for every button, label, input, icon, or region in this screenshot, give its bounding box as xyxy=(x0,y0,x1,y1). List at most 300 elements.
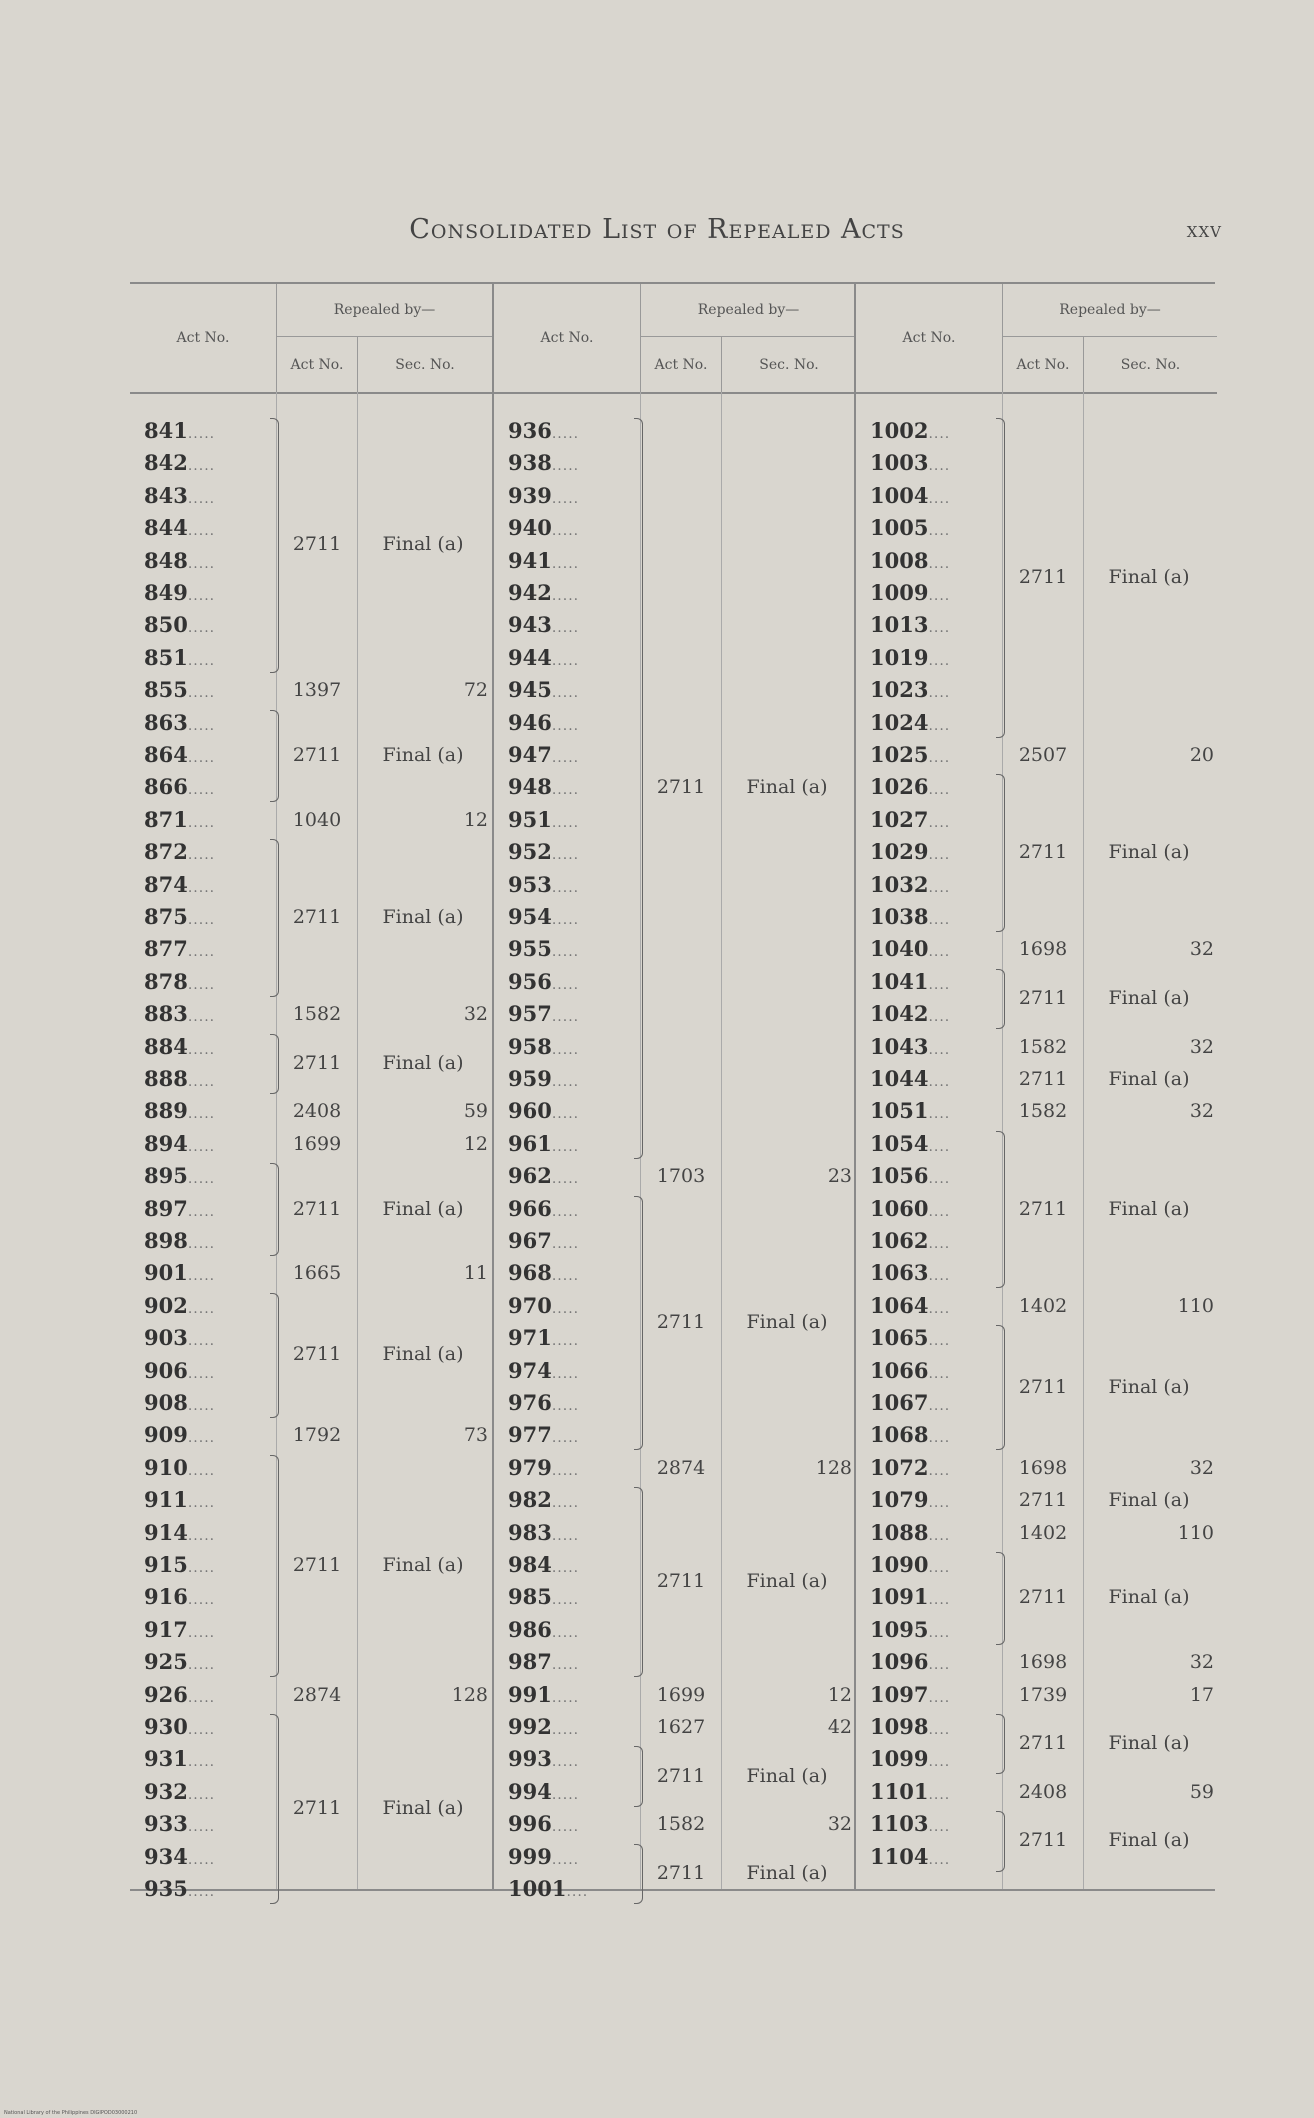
leader-dots: ..... xyxy=(551,1106,580,1123)
leader-dots: .... xyxy=(928,1495,951,1512)
leader-dots: .... xyxy=(928,652,951,669)
act-number xyxy=(508,740,640,770)
leader-dots: ..... xyxy=(551,1041,580,1058)
repealing-section-number: 11 xyxy=(463,1262,488,1285)
act-number-text: 983 xyxy=(508,1519,552,1545)
act-number-text: 901 xyxy=(144,1260,188,1286)
act-number xyxy=(508,1161,640,1191)
act-number-text: 971 xyxy=(508,1325,552,1351)
leader-dots: ..... xyxy=(187,1624,216,1641)
repealing-act-number: 2711 xyxy=(1018,1068,1068,1090)
act-number-text: 977 xyxy=(508,1422,552,1448)
header-act-no: Act No. xyxy=(856,284,1003,392)
act-number-text: 1040 xyxy=(870,936,929,962)
repealing-act-number: 2711 xyxy=(1018,1489,1068,1512)
leader-dots: .... xyxy=(928,685,951,702)
act-number xyxy=(144,1615,276,1645)
repealing-act-number: 2408 xyxy=(1018,1780,1068,1803)
act-number-text: 866 xyxy=(144,774,188,800)
repealing-act-number: 2711 xyxy=(1018,841,1068,864)
leader-dots: ..... xyxy=(187,1009,216,1026)
act-number xyxy=(870,643,1002,673)
act-number xyxy=(870,1323,1002,1353)
leader-dots: ..... xyxy=(551,1462,580,1479)
act-number xyxy=(144,1291,276,1321)
leader-dots: ..... xyxy=(187,1268,216,1285)
repealing-section-number: 32 xyxy=(827,1813,852,1836)
act-number-text: 957 xyxy=(508,1001,552,1027)
act-number-text: 933 xyxy=(144,1811,188,1837)
act-number-text: 1091 xyxy=(870,1584,929,1610)
act-number xyxy=(144,1388,276,1418)
act-number xyxy=(144,1096,276,1126)
act-number xyxy=(144,610,276,640)
leader-dots: ..... xyxy=(187,1754,216,1771)
act-number-text: 984 xyxy=(508,1552,552,1577)
act-number xyxy=(144,1194,276,1224)
repealing-section-number: 110 xyxy=(1177,1521,1214,1544)
leader-dots: ..... xyxy=(187,555,216,572)
repealing-act-number: 2711 xyxy=(656,1311,706,1333)
act-number-text: 855 xyxy=(144,677,188,703)
act-number xyxy=(144,1485,276,1515)
act-number xyxy=(870,837,1002,867)
act-number xyxy=(870,481,1002,511)
act-number xyxy=(508,1194,640,1224)
repealing-section-number: Final (a) xyxy=(1108,565,1190,588)
leader-dots: .... xyxy=(928,1106,951,1123)
header-act-no: Act No. xyxy=(494,284,641,392)
leader-dots: ..... xyxy=(551,1722,580,1738)
repealing-section-number: 20 xyxy=(1189,744,1214,766)
act-number xyxy=(508,902,640,932)
header-repealed-sec-no: Sec. No. xyxy=(759,356,819,373)
leader-dots: ..... xyxy=(187,458,216,475)
act-number-text: 910 xyxy=(144,1454,188,1480)
act-number-text: 956 xyxy=(508,968,552,994)
act-number-text: 1008 xyxy=(870,547,929,573)
leader-dots: ..... xyxy=(187,944,216,961)
leader-dots: .... xyxy=(928,1560,951,1576)
act-number-text: 985 xyxy=(508,1584,552,1610)
leader-dots: ..... xyxy=(551,1592,580,1609)
leader-dots: ..... xyxy=(551,1138,580,1155)
act-number xyxy=(508,1842,640,1872)
repealing-section-number: Final (a) xyxy=(1108,1732,1190,1755)
repealing-act-number: 2711 xyxy=(292,1343,342,1366)
act-number xyxy=(508,1356,640,1386)
act-number xyxy=(508,837,640,867)
leader-dots: ..... xyxy=(551,879,580,896)
act-number xyxy=(870,1291,1002,1321)
repealing-section-number: 128 xyxy=(451,1683,488,1706)
repealing-act-number: 1397 xyxy=(292,679,342,702)
act-number-text: 947 xyxy=(508,742,552,767)
act-number-text: 1002 xyxy=(870,418,929,443)
leader-dots: .... xyxy=(928,944,951,961)
leader-dots: .... xyxy=(928,1041,951,1058)
leader-dots: ..... xyxy=(187,879,216,896)
act-number-text: 938 xyxy=(508,450,552,476)
leader-dots: ..... xyxy=(551,1365,580,1382)
repealing-section-number: Final (a) xyxy=(1108,1829,1190,1852)
act-number xyxy=(144,578,276,608)
act-number-text: 1095 xyxy=(870,1616,929,1642)
act-number-text: 909 xyxy=(144,1422,188,1448)
repealing-section-number: 59 xyxy=(1189,1780,1214,1803)
act-number-text: 970 xyxy=(508,1292,552,1318)
act-number-text: 1072 xyxy=(870,1454,929,1480)
act-number-text: 1097 xyxy=(870,1681,929,1707)
leader-dots: ..... xyxy=(187,1462,216,1479)
leader-dots: ..... xyxy=(187,426,216,442)
leader-dots: .... xyxy=(928,588,951,604)
repealing-section-number: 128 xyxy=(815,1456,852,1479)
header-repealed-act-no: Act No. xyxy=(641,337,722,392)
act-number-text: 979 xyxy=(508,1454,552,1480)
leader-dots: ..... xyxy=(187,1203,216,1220)
table-panel-3 xyxy=(854,284,1217,1889)
leader-dots: .... xyxy=(928,1074,951,1090)
leader-dots: ..... xyxy=(187,685,216,702)
act-number-text: 1104 xyxy=(870,1843,929,1869)
act-number xyxy=(508,1680,640,1710)
act-number-text: 877 xyxy=(144,936,188,962)
leader-dots: ..... xyxy=(551,782,580,799)
leader-dots: ..... xyxy=(187,1171,216,1188)
act-number-text: 1009 xyxy=(870,580,929,605)
repealing-act-number: 2711 xyxy=(1018,1829,1068,1852)
act-number-text: 1065 xyxy=(870,1325,929,1351)
header-act-no: Act No. xyxy=(130,284,277,392)
repealing-section-number: Final (a) xyxy=(382,533,464,556)
act-number-text: 952 xyxy=(508,839,552,865)
repealing-section-number: Final (a) xyxy=(746,1861,828,1884)
act-number-text: 883 xyxy=(144,1001,188,1027)
leader-dots: ..... xyxy=(187,1657,216,1674)
act-number-text: 935 xyxy=(144,1876,188,1901)
repealing-section-number: Final (a) xyxy=(382,744,464,766)
act-number xyxy=(508,1744,640,1774)
header-repealed-sec-no: Sec. No. xyxy=(395,356,455,373)
act-number xyxy=(144,1647,276,1677)
act-number xyxy=(144,1809,276,1839)
act-number-text: 888 xyxy=(144,1066,188,1091)
leader-dots: ..... xyxy=(551,1398,580,1414)
act-number xyxy=(508,610,640,640)
leader-dots: .... xyxy=(928,1462,951,1479)
act-number-text: 1005 xyxy=(870,515,929,541)
act-number-text: 1026 xyxy=(870,774,929,800)
leader-dots: ..... xyxy=(551,1851,580,1868)
act-number xyxy=(870,967,1002,997)
act-number xyxy=(870,1129,1002,1159)
act-number xyxy=(144,546,276,576)
act-number xyxy=(144,870,276,900)
act-number-text: 961 xyxy=(508,1130,552,1156)
repealing-section-number: Final (a) xyxy=(382,1343,464,1366)
act-number xyxy=(870,1582,1002,1612)
act-number-text: 959 xyxy=(508,1066,552,1091)
act-number-text: 960 xyxy=(508,1098,552,1124)
act-number xyxy=(144,643,276,673)
leader-dots: ..... xyxy=(187,1851,216,1868)
act-number-text: 945 xyxy=(508,677,552,703)
repealing-act-number: 2711 xyxy=(656,1570,706,1593)
leader-dots: ..... xyxy=(551,685,580,702)
act-number-text: 930 xyxy=(144,1714,188,1739)
act-number xyxy=(870,675,1002,705)
act-number-text: 996 xyxy=(508,1811,552,1837)
repealed-acts-table xyxy=(130,282,1215,1901)
repealing-section-number: Final (a) xyxy=(382,1554,464,1576)
leader-dots: ..... xyxy=(551,1624,580,1641)
repealing-act-number: 1040 xyxy=(292,808,342,831)
act-number-text: 934 xyxy=(144,1843,188,1869)
repealing-act-number: 2408 xyxy=(292,1100,342,1123)
leader-dots: ..... xyxy=(187,976,216,993)
leader-dots: .... xyxy=(928,814,951,831)
act-number-text: 916 xyxy=(144,1584,188,1610)
act-number-text: 955 xyxy=(508,936,552,962)
act-number-text: 1003 xyxy=(870,450,929,476)
act-number xyxy=(870,546,1002,576)
leader-dots: ..... xyxy=(187,1074,216,1090)
leader-dots: ..... xyxy=(187,1236,216,1252)
act-number xyxy=(508,708,640,738)
act-number-text: 1060 xyxy=(870,1195,929,1221)
act-number xyxy=(508,643,640,673)
act-number-text: 903 xyxy=(144,1325,188,1351)
act-number xyxy=(508,1550,640,1580)
repealing-act-number: 2507 xyxy=(1018,744,1068,766)
leader-dots: ..... xyxy=(187,1300,216,1317)
act-number xyxy=(508,448,640,478)
leader-dots: ..... xyxy=(551,523,580,540)
act-number-text: 948 xyxy=(508,774,552,800)
leader-dots: ..... xyxy=(187,1786,216,1803)
act-number xyxy=(508,805,640,835)
act-number xyxy=(870,1809,1002,1839)
act-number xyxy=(870,1518,1002,1548)
act-number-text: 993 xyxy=(508,1746,552,1772)
act-number-text: 1096 xyxy=(870,1649,929,1675)
repealing-act-number: 2711 xyxy=(1018,987,1068,1009)
act-number-text: 1041 xyxy=(870,968,929,994)
leader-dots: .... xyxy=(928,912,951,928)
repealing-section-number: 59 xyxy=(463,1100,488,1123)
leader-dots: .... xyxy=(928,1592,951,1609)
act-number xyxy=(870,1226,1002,1256)
leader-dots: ..... xyxy=(551,944,580,961)
act-number xyxy=(508,870,640,900)
act-number-text: 1038 xyxy=(870,904,929,929)
act-number xyxy=(144,1420,276,1450)
act-number xyxy=(144,967,276,997)
repealing-section-number: Final (a) xyxy=(1108,1375,1190,1398)
leader-dots: .... xyxy=(928,1430,951,1447)
act-number-text: 1064 xyxy=(870,1292,929,1318)
act-number-text: 946 xyxy=(508,709,552,735)
leader-dots: .... xyxy=(928,1171,951,1188)
repealing-act-number: 1698 xyxy=(1018,1651,1068,1674)
leader-dots: ..... xyxy=(187,1560,216,1576)
act-number-text: 982 xyxy=(508,1487,552,1513)
leader-dots: ..... xyxy=(551,1786,580,1803)
repealing-act-number: 1703 xyxy=(656,1165,706,1188)
leader-dots: .... xyxy=(928,847,951,864)
leader-dots: .... xyxy=(928,1268,951,1285)
leader-dots: .... xyxy=(928,1009,951,1026)
repealing-section-number: Final (a) xyxy=(1108,987,1190,1009)
act-number-text: 1013 xyxy=(870,612,929,638)
act-number xyxy=(144,999,276,1029)
act-number-text: 954 xyxy=(508,904,552,929)
leader-dots: ..... xyxy=(187,1365,216,1382)
leader-dots: .... xyxy=(928,1722,951,1738)
act-number xyxy=(144,837,276,867)
act-number xyxy=(144,1712,276,1742)
repealing-act-number: 2711 xyxy=(292,1554,342,1576)
act-number-text: 968 xyxy=(508,1260,552,1286)
act-number xyxy=(508,1226,640,1256)
act-number-text: 851 xyxy=(144,644,188,670)
leader-dots: ..... xyxy=(187,490,216,507)
act-number-text: 967 xyxy=(508,1228,552,1253)
act-number-text: 875 xyxy=(144,904,188,929)
leader-dots: .... xyxy=(928,1365,951,1382)
act-number xyxy=(144,805,276,835)
act-number-text: 895 xyxy=(144,1163,188,1189)
act-number xyxy=(870,416,1002,446)
repealing-section-number: Final (a) xyxy=(1108,1197,1190,1220)
act-number xyxy=(870,1096,1002,1126)
act-number xyxy=(870,1550,1002,1580)
leader-dots: .... xyxy=(928,1300,951,1317)
leader-dots: ..... xyxy=(187,717,216,734)
act-number xyxy=(144,708,276,738)
act-number xyxy=(508,772,640,802)
leader-dots: .... xyxy=(928,523,951,540)
header-repealed-sec-no: Sec. No. xyxy=(1120,356,1181,373)
act-number-text: 871 xyxy=(144,806,188,832)
repealing-act-number: 1582 xyxy=(1018,1035,1068,1058)
leader-dots: ..... xyxy=(187,1333,216,1350)
act-number xyxy=(144,416,276,446)
act-number xyxy=(144,1129,276,1159)
leader-dots: ..... xyxy=(551,620,580,637)
act-number xyxy=(508,1388,640,1418)
act-number xyxy=(870,1615,1002,1645)
act-number xyxy=(144,1874,276,1904)
act-number-text: 1054 xyxy=(870,1130,929,1156)
leader-dots: ..... xyxy=(551,1300,580,1317)
repealing-act-number: 2711 xyxy=(656,776,706,799)
act-number xyxy=(870,934,1002,964)
repealing-section-number: 42 xyxy=(827,1716,852,1738)
repealing-section-number: Final (a) xyxy=(1108,1489,1190,1512)
act-number xyxy=(870,740,1002,770)
repealing-act-number: 1582 xyxy=(292,1003,342,1026)
act-number xyxy=(508,1258,640,1288)
act-number xyxy=(870,772,1002,802)
act-number-text: 1043 xyxy=(870,1033,929,1059)
leader-dots: ..... xyxy=(551,1074,580,1090)
act-number-text: 1067 xyxy=(870,1390,929,1415)
leader-dots: ..... xyxy=(187,588,216,604)
repealing-act-number: 2711 xyxy=(1018,1375,1068,1398)
leader-dots: .... xyxy=(928,1398,951,1414)
repealing-act-number: 1792 xyxy=(292,1424,342,1447)
repealing-section-number: 32 xyxy=(463,1003,488,1026)
leader-dots: .... xyxy=(928,1203,951,1220)
repealing-section-number: Final (a) xyxy=(1108,1586,1190,1609)
act-number xyxy=(508,1809,640,1839)
act-number-text: 1098 xyxy=(870,1714,929,1739)
leader-dots: ..... xyxy=(187,1495,216,1512)
leader-dots: ..... xyxy=(551,1819,580,1836)
act-number-text: 889 xyxy=(144,1098,188,1124)
act-number-text: 1004 xyxy=(870,482,929,508)
act-number xyxy=(144,1453,276,1483)
table-header xyxy=(494,284,856,394)
act-number xyxy=(144,513,276,543)
act-number-text: 1090 xyxy=(870,1552,929,1577)
leader-dots: ..... xyxy=(551,1657,580,1674)
repealing-section-number: Final (a) xyxy=(382,1797,464,1819)
leader-dots: ..... xyxy=(187,1527,216,1544)
act-number xyxy=(508,1582,640,1612)
table-panel-2 xyxy=(492,284,856,1901)
act-number xyxy=(870,708,1002,738)
act-number-text: 936 xyxy=(508,418,552,443)
leader-dots: ..... xyxy=(551,1236,580,1252)
act-number xyxy=(870,448,1002,478)
footer-credit: National Library of the Philippines DIGIPOD03000210 xyxy=(4,2110,138,2116)
act-number-text: 992 xyxy=(508,1714,552,1739)
leader-dots: ..... xyxy=(187,1884,216,1900)
act-number xyxy=(508,1712,640,1742)
repealing-act-number: 2711 xyxy=(292,533,342,556)
repealing-section-number: Final (a) xyxy=(382,1197,464,1220)
act-number-text: 914 xyxy=(144,1519,188,1545)
act-number-text: 1099 xyxy=(870,1746,929,1772)
act-number xyxy=(144,1744,276,1774)
act-number-text: 843 xyxy=(144,482,188,508)
act-number-text: 994 xyxy=(508,1778,552,1804)
act-number xyxy=(508,967,640,997)
leader-dots: .... xyxy=(928,1689,951,1706)
table-header xyxy=(856,284,1217,394)
repealing-act-number: 1699 xyxy=(656,1683,706,1706)
leader-dots: .... xyxy=(928,1819,951,1836)
leader-dots: ..... xyxy=(551,1527,580,1544)
page-title: Consolidated List of Repealed Acts xyxy=(409,214,905,245)
leader-dots: .... xyxy=(928,555,951,572)
leader-dots: ..... xyxy=(187,1592,216,1609)
leader-dots: ..... xyxy=(187,1819,216,1836)
leader-dots: .... xyxy=(928,1527,951,1544)
act-number xyxy=(870,1161,1002,1191)
act-number xyxy=(870,902,1002,932)
act-number xyxy=(870,1453,1002,1483)
leader-dots: ..... xyxy=(187,782,216,799)
act-number-text: 962 xyxy=(508,1163,552,1189)
repealing-act-number: 2711 xyxy=(1018,565,1068,588)
leader-dots: ..... xyxy=(187,847,216,864)
header-repealed-by: Repealed by— xyxy=(1003,284,1217,337)
act-number xyxy=(508,1323,640,1353)
